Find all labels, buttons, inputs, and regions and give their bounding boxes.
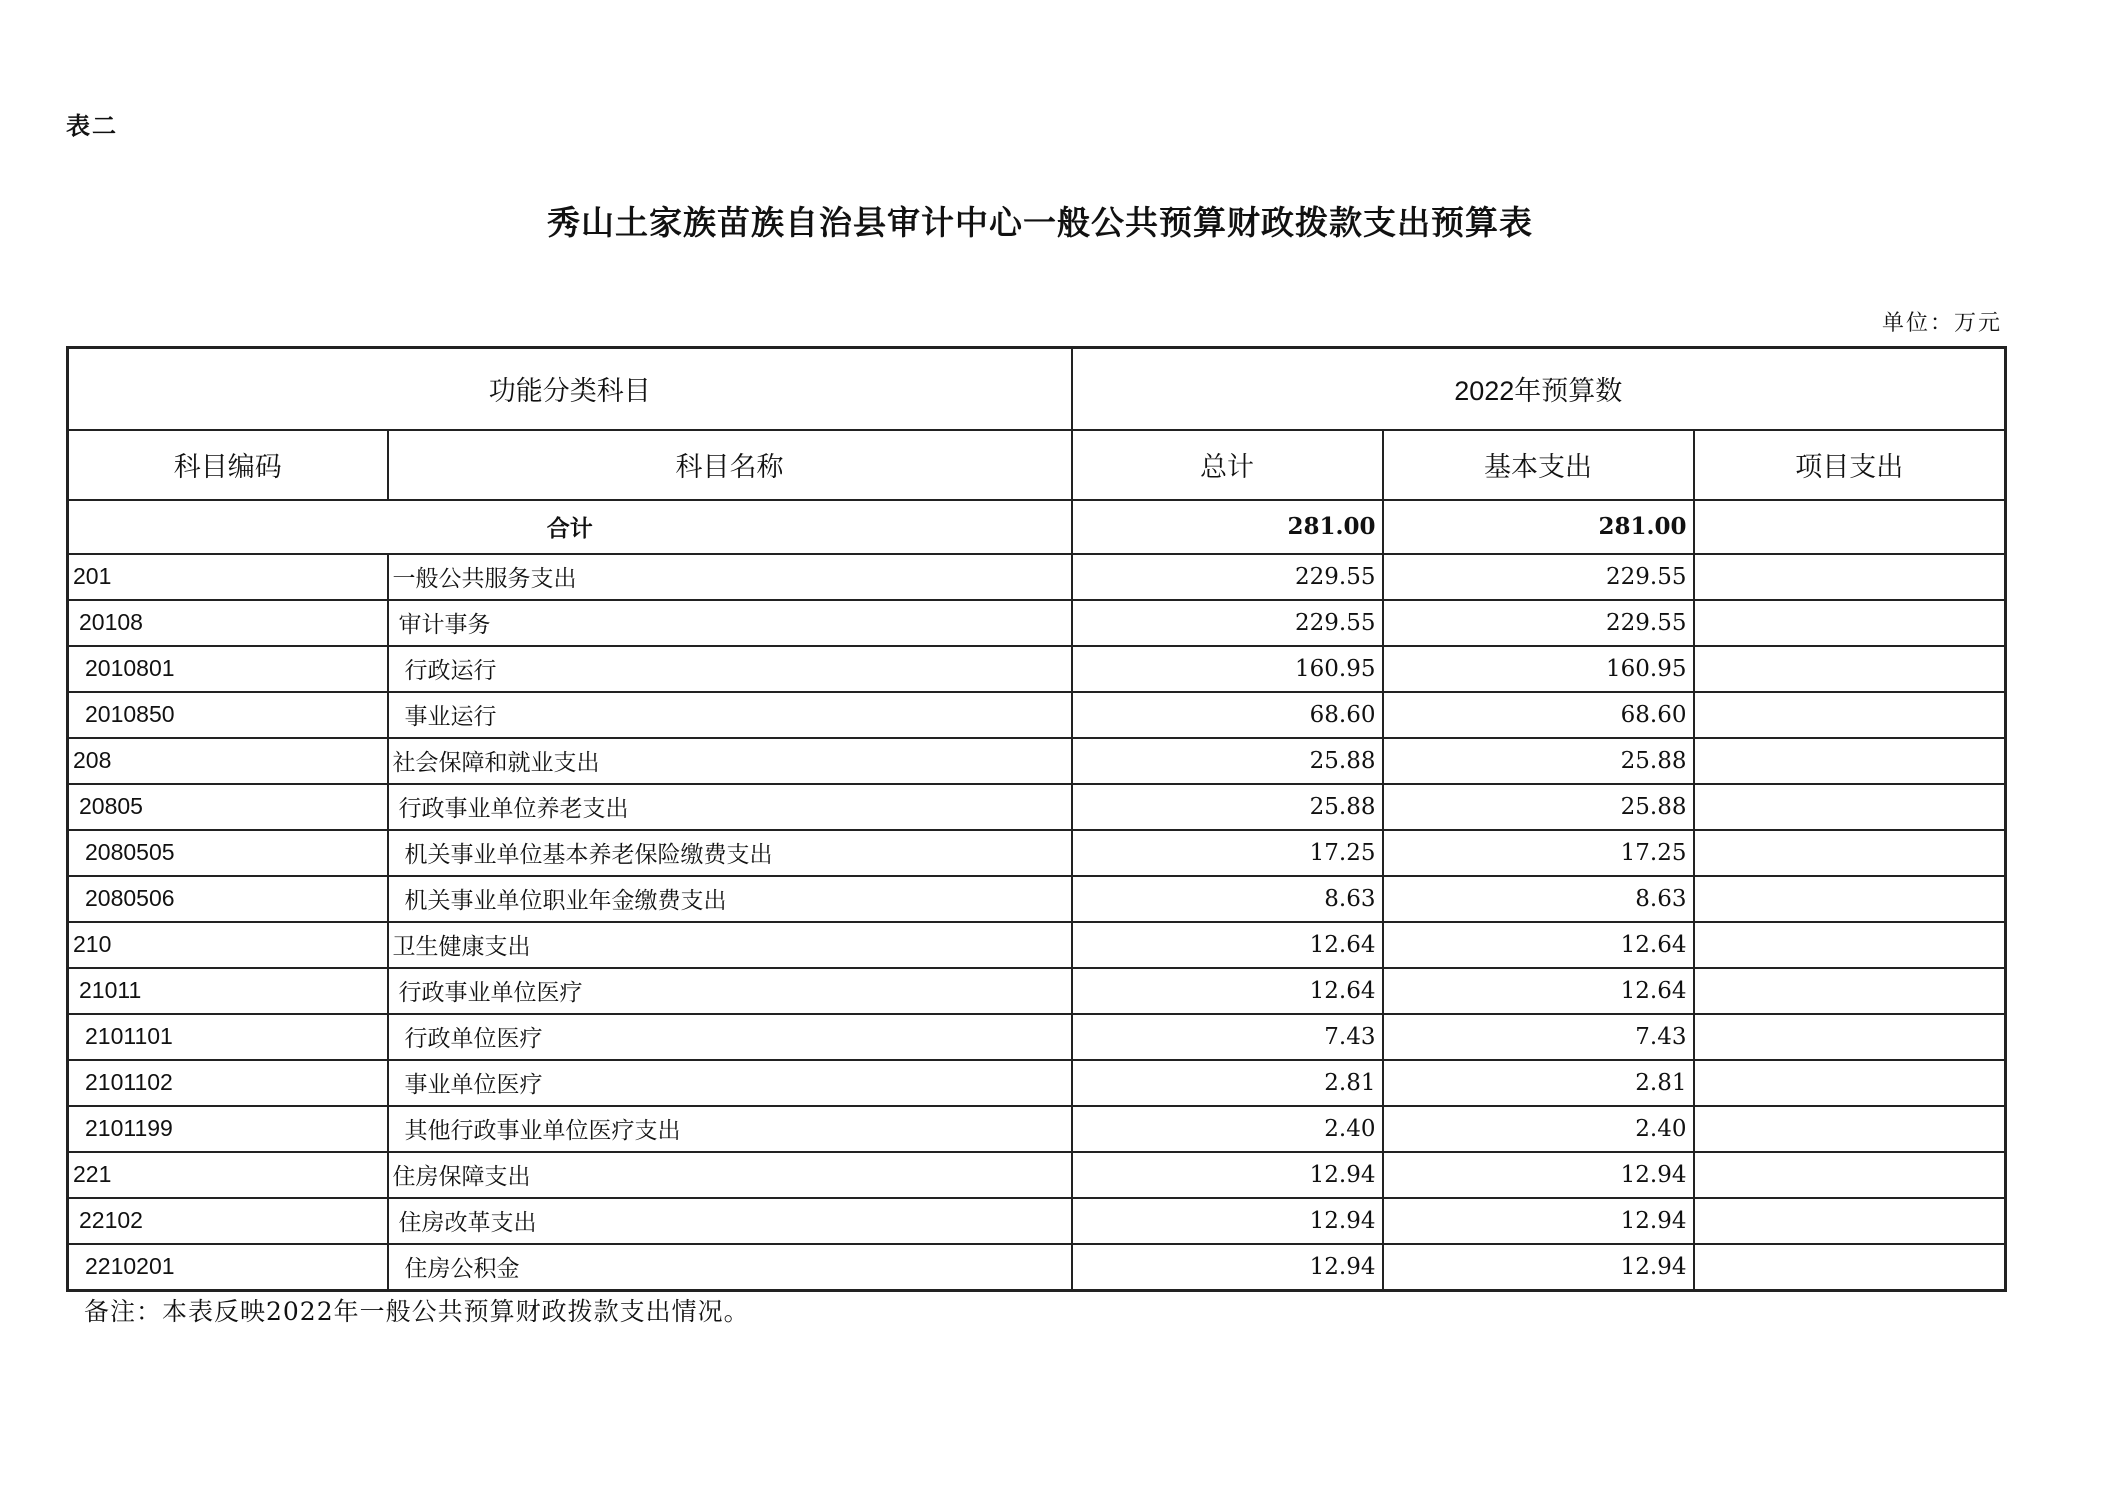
row-code: 21011 — [68, 968, 388, 1014]
table-row — [68, 1106, 2006, 1152]
row-name: 一般公共服务支出 — [388, 554, 1072, 600]
header-row-columns — [68, 430, 2006, 500]
header-project: 项目支出 — [1694, 430, 2006, 500]
row-name: 卫生健康支出 — [388, 922, 1072, 968]
row-basic: 25.88 — [1383, 784, 1694, 830]
row-project — [1694, 784, 2006, 830]
budget-table — [66, 346, 2007, 1292]
row-code: 2080506 — [68, 876, 388, 922]
table-row — [68, 876, 2006, 922]
row-project — [1694, 1198, 2006, 1244]
row-name: 机关事业单位基本养老保险缴费支出 — [388, 830, 1072, 876]
row-total: 12.94 — [1072, 1198, 1383, 1244]
row-basic: 12.64 — [1383, 922, 1694, 968]
row-total: 12.94 — [1072, 1152, 1383, 1198]
row-name: 行政单位医疗 — [388, 1014, 1072, 1060]
row-total: 25.88 — [1072, 738, 1383, 784]
row-basic: 2.81 — [1383, 1060, 1694, 1106]
row-name: 住房保障支出 — [388, 1152, 1072, 1198]
row-total: 12.64 — [1072, 968, 1383, 1014]
row-project — [1694, 554, 2006, 600]
row-basic: 7.43 — [1383, 1014, 1694, 1060]
row-total: 7.43 — [1072, 1014, 1383, 1060]
row-name: 机关事业单位职业年金缴费支出 — [388, 876, 1072, 922]
table-row — [68, 692, 2006, 738]
row-project — [1694, 922, 2006, 968]
row-code: 2080505 — [68, 830, 388, 876]
row-basic: 8.63 — [1383, 876, 1694, 922]
row-project — [1694, 600, 2006, 646]
row-total: 12.64 — [1072, 922, 1383, 968]
row-project — [1694, 830, 2006, 876]
row-code: 20805 — [68, 784, 388, 830]
row-total: 25.88 — [1072, 784, 1383, 830]
total-basic: 281.00 — [1383, 500, 1694, 554]
row-basic: 2.40 — [1383, 1106, 1694, 1152]
row-name: 住房改革支出 — [388, 1198, 1072, 1244]
row-total: 229.55 — [1072, 554, 1383, 600]
header-code: 科目编码 — [68, 430, 388, 500]
row-total: 2.40 — [1072, 1106, 1383, 1152]
row-name: 行政事业单位医疗 — [388, 968, 1072, 1014]
row-total: 17.25 — [1072, 830, 1383, 876]
row-project — [1694, 1014, 2006, 1060]
page-label: 表二 — [66, 111, 118, 140]
row-project — [1694, 738, 2006, 784]
row-total: 229.55 — [1072, 600, 1383, 646]
row-project — [1694, 1106, 2006, 1152]
row-project — [1694, 1152, 2006, 1198]
row-code: 2210201 — [68, 1244, 388, 1291]
row-total: 68.60 — [1072, 692, 1383, 738]
header-name: 科目名称 — [388, 430, 1072, 500]
table-row — [68, 1014, 2006, 1060]
budget-table-container — [66, 346, 2004, 1282]
row-project — [1694, 968, 2006, 1014]
row-basic: 12.64 — [1383, 968, 1694, 1014]
footnote: 备注：本表反映2022年一般公共预算财政拨款支出情况。 — [84, 1297, 750, 1326]
row-project — [1694, 876, 2006, 922]
row-basic: 12.94 — [1383, 1198, 1694, 1244]
row-basic: 68.60 — [1383, 692, 1694, 738]
table-row — [68, 830, 2006, 876]
table-row — [68, 1060, 2006, 1106]
total-row — [68, 500, 2006, 554]
total-label: 合计 — [68, 500, 1072, 554]
table-row — [68, 784, 2006, 830]
table-row — [68, 1198, 2006, 1244]
table-row — [68, 600, 2006, 646]
row-code: 2010801 — [68, 646, 388, 692]
header-total: 总计 — [1072, 430, 1383, 500]
row-code: 2101199 — [68, 1106, 388, 1152]
total-total: 281.00 — [1072, 500, 1383, 554]
row-name: 行政事业单位养老支出 — [388, 784, 1072, 830]
row-basic: 229.55 — [1383, 554, 1694, 600]
table-row — [68, 646, 2006, 692]
row-code: 221 — [68, 1152, 388, 1198]
row-code: 2010850 — [68, 692, 388, 738]
row-basic: 160.95 — [1383, 646, 1694, 692]
table-row — [68, 1152, 2006, 1198]
row-project — [1694, 1244, 2006, 1291]
row-code: 22102 — [68, 1198, 388, 1244]
total-project — [1694, 500, 2006, 554]
row-code: 210 — [68, 922, 388, 968]
table-row — [68, 922, 2006, 968]
header-row-group — [68, 348, 2006, 430]
row-project — [1694, 692, 2006, 738]
row-total: 160.95 — [1072, 646, 1383, 692]
header-basic: 基本支出 — [1383, 430, 1694, 500]
row-total: 8.63 — [1072, 876, 1383, 922]
row-project — [1694, 646, 2006, 692]
page-title: 秀山土家族苗族自治县审计中心一般公共预算财政拨款支出预算表 — [547, 203, 1533, 242]
row-name: 行政运行 — [388, 646, 1072, 692]
row-basic: 229.55 — [1383, 600, 1694, 646]
row-code: 201 — [68, 554, 388, 600]
table-row — [68, 554, 2006, 600]
row-name: 社会保障和就业支出 — [388, 738, 1072, 784]
unit-label: 单位：万元 — [1881, 311, 2002, 336]
row-name: 事业运行 — [388, 692, 1072, 738]
row-total: 12.94 — [1072, 1244, 1383, 1291]
row-project — [1694, 1060, 2006, 1106]
row-total: 2.81 — [1072, 1060, 1383, 1106]
row-basic: 12.94 — [1383, 1152, 1694, 1198]
header-functional-classification: 功能分类科目 — [68, 348, 1072, 430]
row-name: 住房公积金 — [388, 1244, 1072, 1291]
row-code: 20108 — [68, 600, 388, 646]
row-code: 2101102 — [68, 1060, 388, 1106]
row-basic: 25.88 — [1383, 738, 1694, 784]
row-basic: 12.94 — [1383, 1244, 1694, 1291]
table-row — [68, 738, 2006, 784]
row-basic: 17.25 — [1383, 830, 1694, 876]
row-name: 审计事务 — [388, 600, 1072, 646]
table-row — [68, 1244, 2006, 1291]
header-budget-2022: 2022年预算数 — [1072, 348, 2006, 430]
row-code: 2101101 — [68, 1014, 388, 1060]
table-row — [68, 968, 2006, 1014]
row-code: 208 — [68, 738, 388, 784]
row-name: 事业单位医疗 — [388, 1060, 1072, 1106]
row-name: 其他行政事业单位医疗支出 — [388, 1106, 1072, 1152]
